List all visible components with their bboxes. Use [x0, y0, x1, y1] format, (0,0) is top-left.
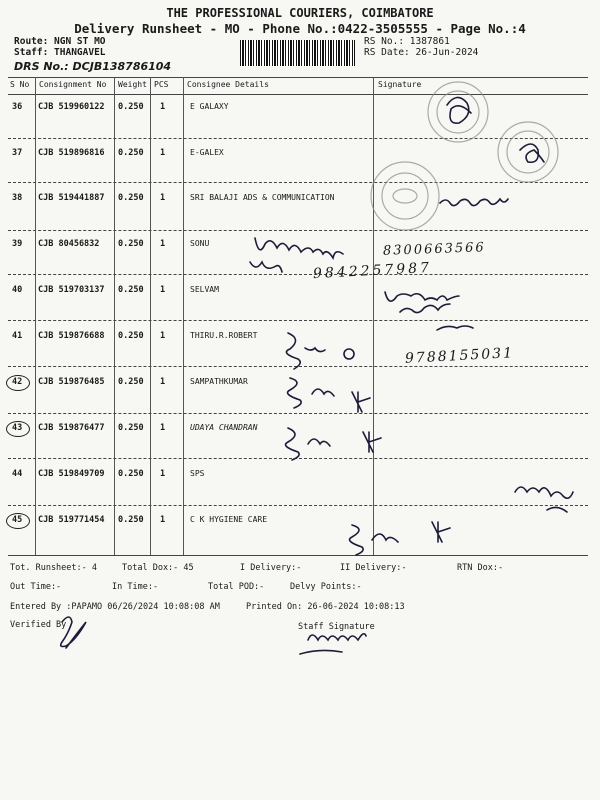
row-pcs: 1	[160, 285, 166, 295]
staff-signature	[308, 634, 366, 640]
row-consignee: SRI BALAJI ADS & COMMUNICATION	[190, 193, 335, 202]
row-weight: 0.250	[118, 239, 144, 249]
col-sno: S No	[10, 80, 30, 89]
row-weight: 0.250	[118, 102, 144, 112]
row-consignment: CJB 519876485	[38, 377, 105, 387]
handwriting	[250, 262, 282, 272]
printed-on: Printed On: 26-06-2024 10:08:13	[246, 602, 405, 612]
row-weight: 0.250	[118, 285, 144, 295]
total-dox: Total Dox:- 45	[122, 563, 194, 573]
row-pcs: 1	[160, 423, 166, 433]
row-consignee: SPS	[190, 469, 205, 478]
i-delivery: I Delivery:-	[240, 563, 302, 573]
staff-label: Staff: THANGAVEL	[14, 47, 106, 58]
company-stamp	[371, 82, 558, 230]
row-sno: 40	[12, 285, 23, 295]
rtn-dox: RTN Dox:-	[457, 563, 504, 573]
row-consignee: C K HYGIENE CARE	[190, 515, 268, 524]
handwriting	[305, 348, 325, 352]
handwriting	[288, 378, 302, 408]
row-weight: 0.250	[118, 148, 144, 158]
handwriting	[308, 439, 330, 446]
row-weight: 0.250	[118, 469, 144, 479]
row-pcs: 1	[160, 469, 166, 479]
row-consignment: CJB 80456832	[38, 239, 100, 249]
row-sno: 37	[12, 148, 23, 158]
handwriting	[400, 304, 450, 313]
runsheet-subtitle: Delivery Runsheet - MO - Phone No.:0422-3505555 - Page No.:4	[74, 21, 526, 36]
row-weight: 0.250	[118, 377, 144, 387]
rs-number: RS No.: 1387861	[364, 36, 450, 47]
row-consignment: CJB 519441887	[38, 193, 105, 203]
drs-number: DRS No.: DCJB138786104	[14, 60, 172, 73]
signature	[520, 144, 544, 162]
verified-by: Verified By	[10, 620, 67, 630]
handwriting	[385, 292, 459, 301]
row-sno: 39	[12, 239, 23, 249]
handwriting	[372, 534, 398, 542]
col-signature: Signature	[378, 80, 422, 89]
row-sno: 45	[12, 515, 23, 525]
route-label: Route: NGN ST MO	[14, 36, 106, 47]
row-consignee: E GALAXY	[190, 102, 229, 111]
row-pcs: 1	[160, 515, 166, 525]
row-pcs: 1	[160, 377, 166, 387]
company-title: THE PROFESSIONAL COURIERS, COIMBATORE	[166, 6, 434, 20]
row-consignee: SELVAM	[190, 285, 219, 294]
col-pcs: PCS	[154, 80, 169, 89]
row-pcs: 1	[160, 239, 166, 249]
row-sno: 42	[12, 377, 23, 387]
row-weight: 0.250	[118, 423, 144, 433]
col-weight: Weight	[118, 80, 147, 89]
row-consignment: CJB 519849709	[38, 469, 105, 479]
row-consignee: UDAYA CHANDRAN	[190, 423, 258, 432]
rs-date: RS Date: 26-Jun-2024	[364, 47, 479, 58]
handwriting	[312, 389, 334, 396]
handwriting	[255, 238, 343, 258]
row-consignee: E-GALEX	[190, 148, 224, 157]
col-consignment: Consignment No	[39, 80, 107, 89]
handwriting	[515, 487, 573, 498]
row-pcs: 1	[160, 331, 166, 341]
row-weight: 0.250	[118, 515, 144, 525]
handwriting	[352, 392, 370, 412]
row-consignment: CJB 519876688	[38, 331, 105, 341]
row-sno: 36	[12, 102, 23, 112]
signature	[440, 199, 508, 206]
total-pod: Total POD:-	[208, 582, 265, 592]
staff-signature-label: Staff Signature	[298, 622, 375, 632]
handwritten-phone: 9788155031	[404, 345, 515, 367]
in-time: In Time:-	[112, 582, 159, 592]
row-sno: 44	[12, 469, 23, 479]
row-pcs: 1	[160, 193, 166, 203]
row-pcs: 1	[160, 102, 166, 112]
handwritten-phone: 9842257987	[312, 259, 433, 283]
row-consignee: SAMPATHKUMAR	[190, 377, 248, 386]
row-sno: 41	[12, 331, 23, 341]
row-pcs: 1	[160, 148, 166, 158]
row-consignee: SONU	[190, 239, 210, 248]
row-consignment: CJB 519896816	[38, 148, 105, 158]
handwriting	[432, 522, 450, 542]
delvy-points: Delvy Points:-	[290, 582, 362, 592]
handwriting	[286, 428, 300, 460]
row-consignee: THIRU.R.ROBERT	[190, 331, 258, 340]
signature	[447, 97, 471, 123]
handwriting	[286, 333, 300, 369]
row-consignment: CJB 519771454	[38, 515, 105, 525]
row-weight: 0.250	[118, 331, 144, 341]
row-weight: 0.250	[118, 193, 144, 203]
tot-runsheet: Tot. Runsheet:- 4	[10, 563, 97, 573]
handwriting	[437, 326, 473, 330]
row-consignment: CJB 519960122	[38, 102, 105, 112]
row-sno: 43	[12, 423, 23, 433]
handwriting	[350, 525, 364, 555]
handwriting	[363, 432, 381, 452]
row-consignment: CJB 519703137	[38, 285, 105, 295]
handwriting	[547, 507, 567, 512]
out-time: Out Time:-	[10, 582, 62, 592]
entered-by: Entered By :PAPAMO 06/26/2024 10:08:08 AM	[10, 602, 220, 612]
col-consignee: Consignee Details	[187, 80, 269, 89]
row-sno: 38	[12, 193, 23, 203]
staff-signature	[300, 650, 342, 654]
handwritten-phone: 8300663566	[382, 240, 486, 259]
row-consignment: CJB 519876477	[38, 423, 105, 433]
ii-delivery: II Delivery:-	[340, 563, 407, 573]
